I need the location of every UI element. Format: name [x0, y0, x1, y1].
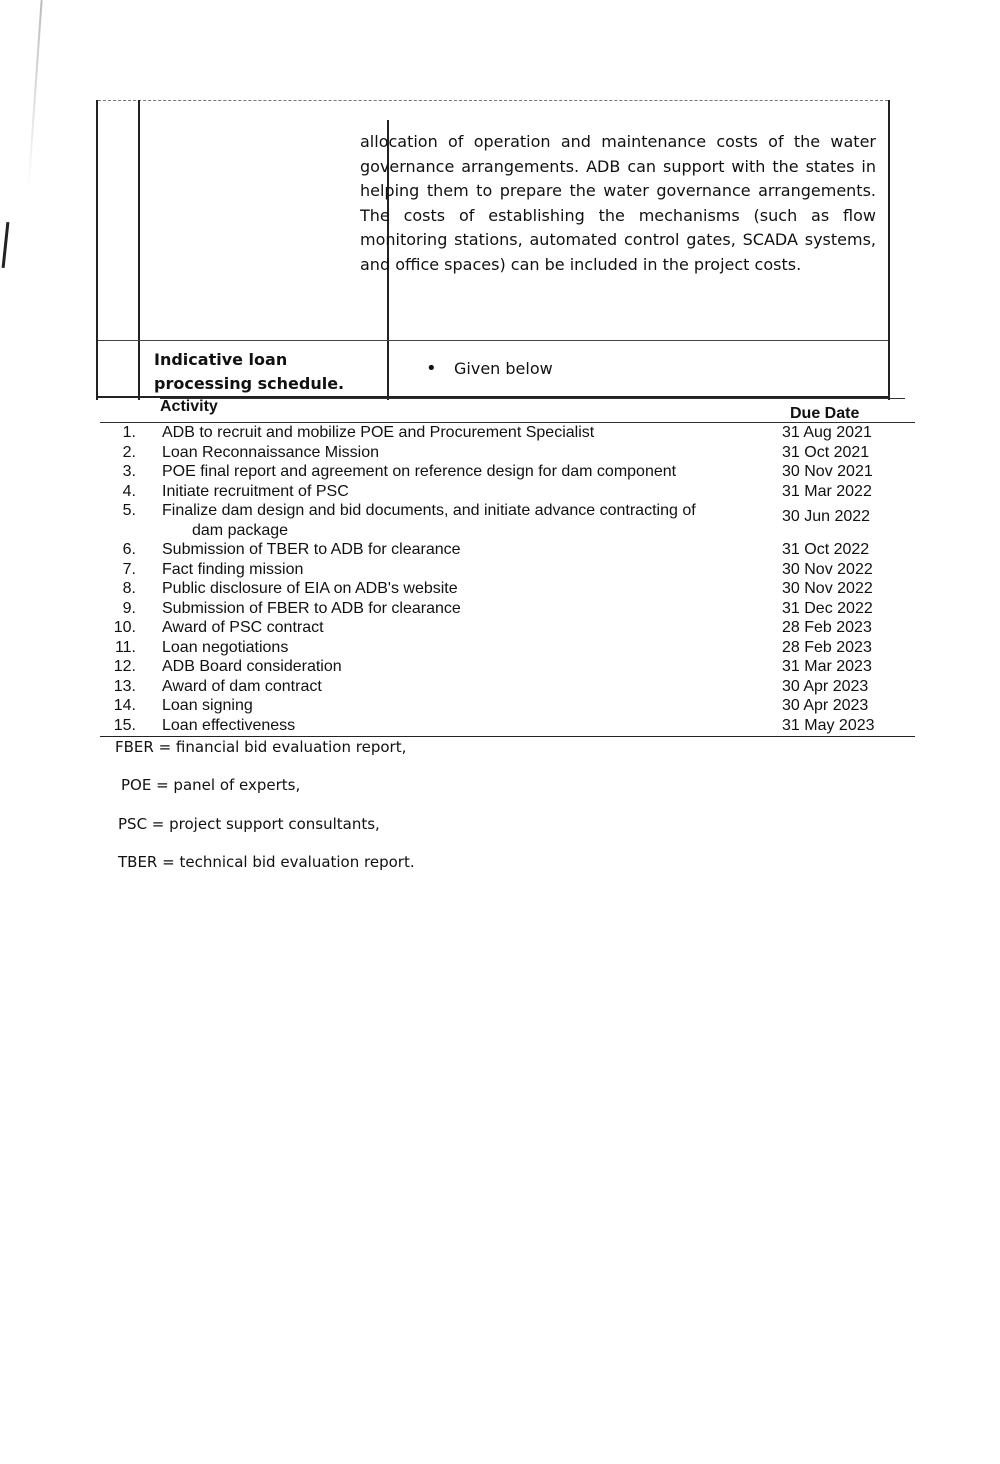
row-number: 13.	[113, 677, 136, 695]
scan-artifact	[2, 222, 10, 268]
row-number: 7.	[122, 560, 136, 578]
table-row	[100, 443, 915, 463]
table-row	[100, 501, 915, 540]
table-row-divider	[98, 340, 888, 341]
table-row	[100, 462, 915, 482]
row-number: 15.	[113, 716, 136, 734]
row-number: 8.	[122, 580, 136, 597]
bullet-icon: •	[426, 358, 437, 379]
table-row	[100, 638, 915, 658]
row-number: 5.	[122, 502, 136, 519]
row-number: 3.	[122, 463, 136, 480]
row-due-date: 30 Apr 2023	[782, 677, 869, 695]
row-activity: Submission of FBER to ADB for clearance	[162, 599, 461, 617]
row-activity: Award of dam contract	[162, 677, 322, 695]
row-activity-continuation: dam package	[192, 521, 289, 539]
row-due-date: 28 Feb 2023	[782, 638, 872, 656]
row-activity: ADB to recruit and mobilize POE and Procurement Specialist	[162, 424, 595, 441]
cell-paragraph: allocation of operation and maintenance costs of the water governance arrangements. ADB can support with the states in helping them to prepare the water governance arrangements. The costs of establishing the mechanisms (such as flow monitoring stations, automated control gates, SCADA systems, and office spaces) can be included in the project costs.	[360, 132, 876, 274]
table-cell-description	[360, 130, 876, 278]
table-rule	[100, 736, 915, 737]
table-rule	[160, 398, 905, 399]
row-number: 1.	[122, 424, 136, 441]
column-header-due-date: Due Date	[790, 405, 860, 422]
schedule-rows	[100, 423, 915, 735]
row-activity: ADB Board consideration	[162, 658, 342, 675]
scan-artifact	[27, 0, 42, 190]
row-due-date: 31 Aug 2021	[782, 424, 872, 441]
row-due-date: 31 Oct 2021	[782, 443, 870, 461]
row-number: 6.	[122, 541, 136, 558]
abbreviation-note: PSC = project support consultants,	[118, 815, 380, 833]
row-number: 4.	[122, 482, 136, 500]
table-column-divider	[138, 100, 140, 400]
table-row	[100, 677, 915, 697]
row-activity: Initiate recruitment of PSC	[162, 482, 349, 500]
table-rule	[98, 100, 888, 102]
table-row	[100, 540, 915, 560]
row-activity: Submission of TBER to ADB for clearance	[162, 541, 461, 558]
row-label-loan-schedule: Indicative loan processing schedule.	[154, 350, 345, 393]
table-row	[100, 579, 915, 599]
row-activity: Award of PSC contract	[162, 619, 324, 636]
table-row	[100, 716, 915, 736]
row-activity: Fact finding mission	[162, 560, 304, 578]
column-header-activity: Activity	[160, 398, 218, 415]
row-number: 14.	[113, 697, 136, 714]
row-activity: Loan effectiveness	[162, 716, 296, 734]
table-row	[100, 423, 915, 443]
row-activity: Loan Reconnaissance Mission	[162, 443, 380, 461]
row-due-date: 30 Nov 2022	[782, 580, 873, 597]
table-row	[100, 696, 915, 716]
row-number: 10.	[113, 619, 136, 636]
row-activity: Loan negotiations	[162, 638, 289, 656]
table-row	[100, 657, 915, 677]
row-due-date: 30 Jun 2022	[782, 508, 871, 525]
bullet-text: Given below	[454, 359, 553, 378]
row-due-date: 30 Nov 2022	[782, 560, 873, 578]
row-number: 12.	[113, 658, 136, 675]
row-activity: POE final report and agreement on reference design for dam component	[162, 463, 677, 480]
abbreviation-note: FBER = financial bid evaluation report,	[115, 738, 407, 756]
row-due-date: 31 Mar 2023	[782, 658, 872, 675]
table-row	[100, 482, 915, 502]
row-activity: Loan signing	[162, 697, 253, 714]
row-due-date: 31 Oct 2022	[782, 541, 870, 558]
row-number: 9.	[122, 599, 136, 617]
row-activity: Public disclosure of EIA on ADB's website	[162, 580, 458, 597]
row-bullet-item	[426, 358, 553, 380]
row-due-date: 31 Mar 2022	[782, 482, 872, 500]
row-activity	[162, 501, 752, 540]
row-number: 11.	[114, 638, 136, 656]
row-due-date: 28 Feb 2023	[782, 619, 872, 636]
row-due-date: 30 Apr 2023	[782, 697, 869, 714]
table-row	[100, 599, 915, 619]
abbreviation-note: POE = panel of experts,	[121, 776, 301, 794]
row-due-date: 30 Nov 2021	[782, 463, 873, 480]
row-number: 2.	[122, 443, 136, 461]
row-due-date: 31 May 2023	[782, 716, 875, 734]
table-row	[100, 618, 915, 638]
table-row	[100, 560, 915, 580]
abbreviation-note: TBER = technical bid evaluation report.	[118, 853, 415, 871]
row-activity-line: Finalize dam design and bid documents, and initiate advance contracting of	[162, 502, 696, 519]
row-due-date: 31 Dec 2022	[782, 599, 873, 617]
